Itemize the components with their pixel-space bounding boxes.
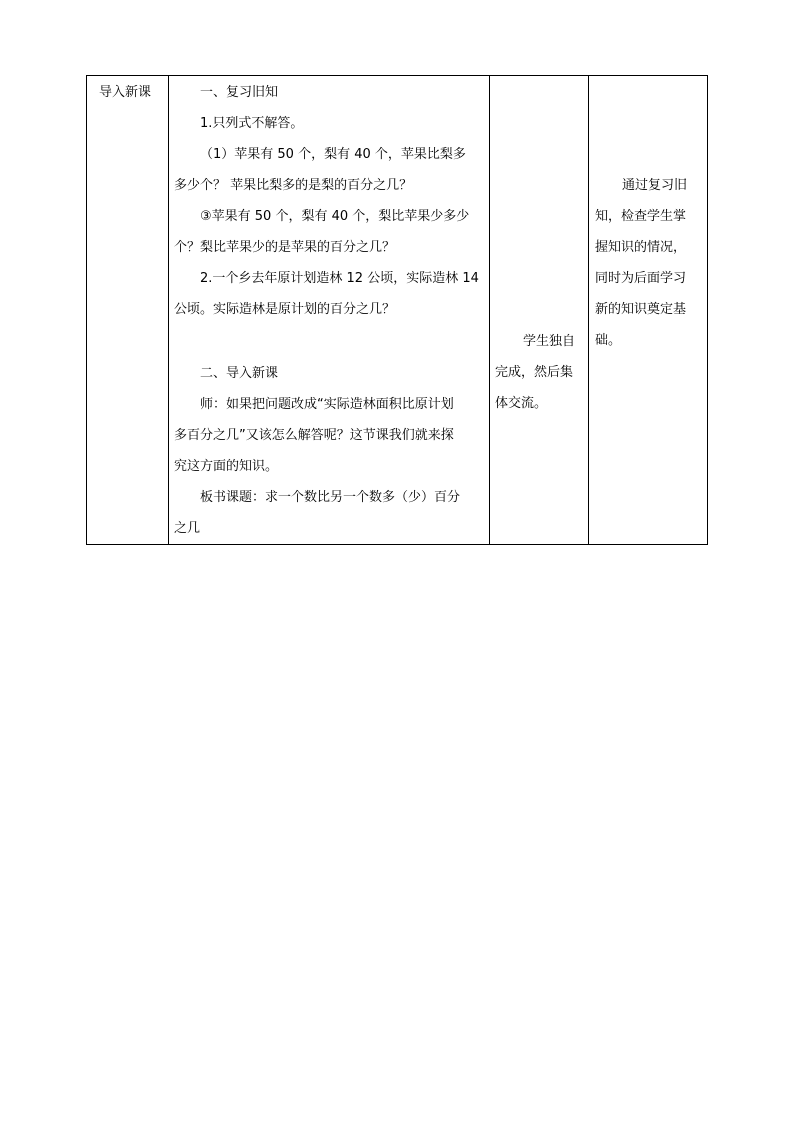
content-line: 1.只列式不解答。 (200, 116, 304, 131)
design-intent-line: 通过复习旧 (622, 178, 688, 193)
content-line: 之几 (174, 521, 201, 536)
content-line: 究这方面的知识。 (174, 459, 279, 474)
design-intent-line: 新的知识奠定基 (595, 302, 687, 317)
design-intent-cell (589, 76, 707, 544)
content-line: 多少个？ 苹果比梨多的是梨的百分之几？ (174, 178, 413, 193)
student-activity-cell (490, 76, 589, 544)
section-label: 导入新课 (99, 85, 152, 100)
content-line: 个？梨比苹果少的是苹果的百分之几？ (174, 240, 396, 255)
content-line: 板书课题：求一个数比另一个数多（少）百分 (200, 490, 461, 505)
design-intent-line: 知，检查学生掌 (595, 209, 687, 224)
design-intent-line: 同时为后面学习 (595, 271, 687, 286)
student-activity-line: 学生独自 (523, 334, 576, 349)
student-activity-line: 完成，然后集 (495, 365, 574, 380)
teaching-content-cell (169, 76, 490, 544)
design-intent-line: 握知识的情况， (595, 240, 687, 255)
section-label-cell (87, 76, 169, 544)
content-line: 二、导入新课 (200, 366, 279, 381)
content-line: ③苹果有 50 个，梨有 40 个，梨比苹果少多少 (200, 209, 470, 224)
content-line: 公顷。实际造林是原计划的百分之几？ (174, 302, 396, 317)
design-intent-line: 础。 (595, 333, 622, 348)
content-line: （1）苹果有 50 个，梨有 40 个，苹果比梨多 (200, 147, 466, 162)
content-line: 多百分之几”又该怎么解答呢？这节课我们就来探 (174, 428, 454, 443)
content-line: 一、复习旧知 (200, 85, 279, 100)
lesson-table (86, 75, 708, 545)
content-line: 2.一个乡去年原计划造林 12 公顷，实际造林 14 (200, 271, 479, 286)
student-activity-line: 体交流。 (495, 396, 548, 411)
content-line: 师：如果把问题改成“实际造林面积比原计划 (200, 397, 454, 412)
